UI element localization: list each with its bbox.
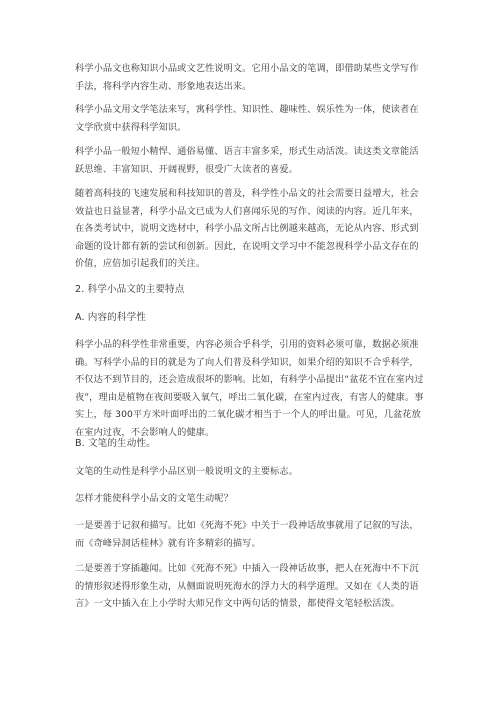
- paragraph-vivid-mark: 文笔的生动性是科学小品区别一般说明文的主要标志。: [75, 466, 298, 477]
- subheading-vivid: B. 文笔的生动性。: [75, 438, 156, 449]
- paragraph-question: 怎样才能使科学小品文的文笔生动呢？: [75, 493, 233, 504]
- paragraph-narration: 一是要善于记叙和描写。比如《死海不死》中关于一段神话故事就用了记叙的写法，而《奇峰异洞话桂林》就有许多精彩的描写。: [75, 520, 419, 549]
- paragraph-anecdotes: 二是要善于穿插趣闻。比如《死海不死》中插入一段神话故事，把人在死海中不下沉的情形叙述得形象生动，从侧面说明死海水的浮力大的科学道理。又如在《人类的语言》一文中插入在上小学时大师兄作文中两句话的情景，都使得文笔轻松活泼。: [75, 563, 419, 609]
- paragraph-intro: 科学小品文也称知识小品或文艺性说明文。它用小品文的笔调，即借助某些文学写作手法，将科学内容生动、形象地表达出来。: [75, 63, 419, 92]
- paragraph-literary-style: 科学小品文用文学笔法来写，寓科学性、知识性、趣味性、娱乐性为一体，使读者在文学欣赏中获得科学知识。: [75, 104, 419, 133]
- paragraph-scientific: 科学小品的科学性非常重要，内容必须合乎科学，引用的资料必须可靠，数据必须准确。写科学小品的目的就是为了向人们普及科学知识，如果介绍的知识不合乎科学，不仅达不到节目的，还会造成很坏的影响。比如，有科学小品提出“盆花不宜在室内过夜”，理由是植物在夜间要吸入氧气，呼出二氧化碳，在室内过夜，有害人的健康。事实上，每 300平方米叶面呼出的二氧化碳才相当于一个人的呼出量。可见，几盆花放在室内过夜，不会影响人的健康。: [75, 339, 424, 438]
- subheading-scientific: A. 内容的科学性: [75, 312, 146, 323]
- paragraph-social-value: 随着高科技的飞速发展和科技知识的普及，科学性小品文的社会需要日益增大，社会效益也日益显著，科学小品文已成为人们喜闻乐见的写作、阅读的内容。近几年来，在各类考试中，说明文选材中，科学小品文所占比例越来越高，无论从内容、形式到命题的设计都有新的尝试和创新。因此，在说明文学习中不能忽视科学小品文存在的价值，应倍加引起我们的关注。: [75, 188, 419, 269]
- section-heading: 2. 科学小品文的主要特点: [75, 284, 185, 295]
- paragraph-characteristics: 科学小品一般短小精悍、通俗易懂、语言丰富多采，形式生动活泼。读这类文章能活跃思维、丰富知识、开阔视野，很受广大读者的喜爱。: [75, 146, 419, 175]
